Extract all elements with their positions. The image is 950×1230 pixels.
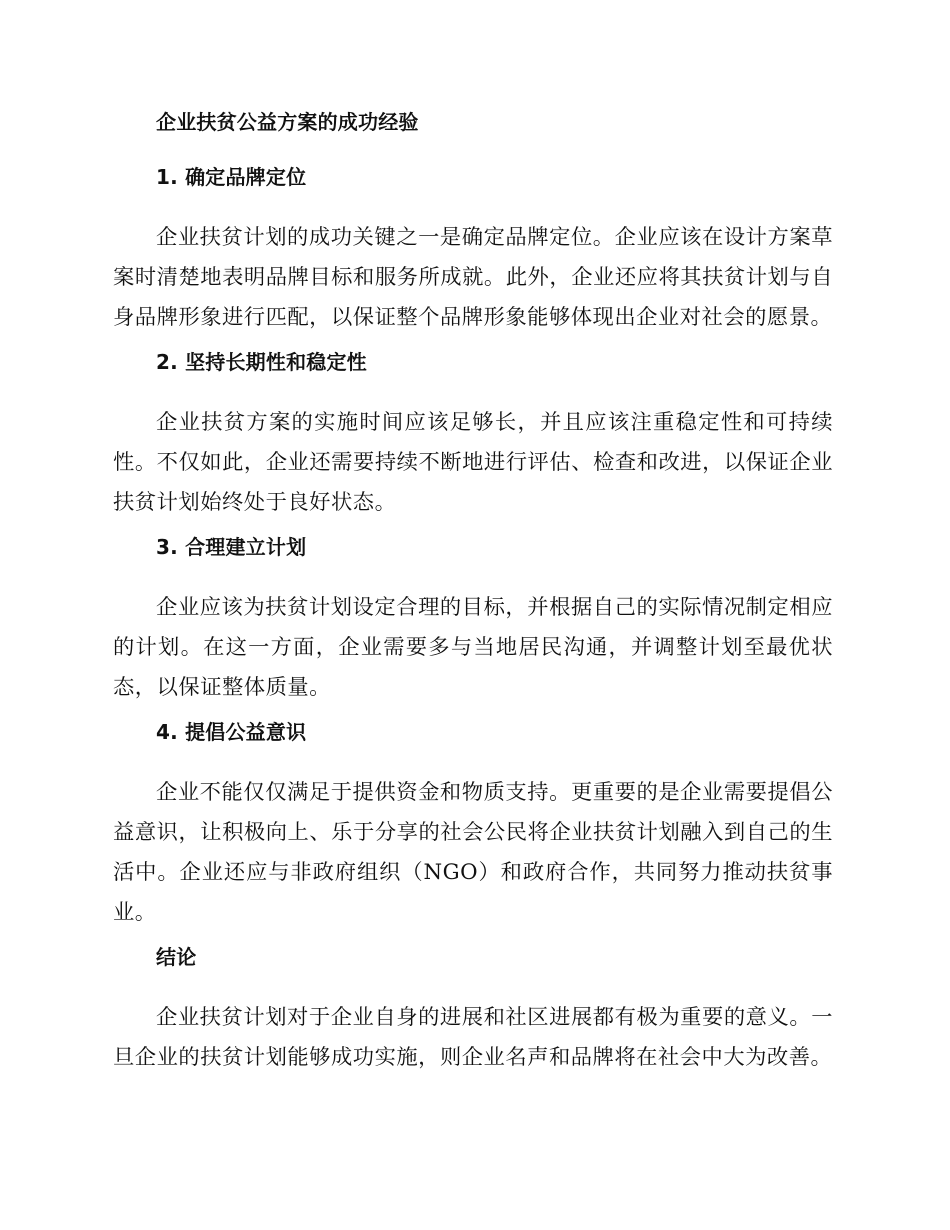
document-content (113, 108, 833, 1088)
section-heading-2: 2. 坚持长期性和稳定性 (156, 350, 367, 374)
section-body-1: 企业扶贫计划的成功关键之一是确定品牌定位。企业应该在设计方案草案时清楚地表明品牌目标和服务所成就。此外，企业还应将其扶贫计划与自身品牌形象进行匹配，以保证整个品牌形象能够体现出企业对社会的愿景。 (113, 225, 833, 330)
conclusion-heading: 结论 (156, 945, 197, 969)
document-title: 企业扶贫公益方案的成功经验 (156, 110, 419, 134)
section-heading-1: 1. 确定品牌定位 (156, 165, 307, 189)
conclusion-body: 企业扶贫计划对于企业自身的进展和社区进展都有极为重要的意义。一旦企业的扶贫计划能够成功实施，则企业名声和品牌将在社会中大为改善。 (113, 1005, 833, 1070)
section-body-3: 企业应该为扶贫计划设定合理的目标，并根据自己的实际情况制定相应的计划。在这一方面，企业需要多与当地居民沟通，并调整计划至最优状态，以保证整体质量。 (113, 595, 833, 700)
section-body-4: 企业不能仅仅满足于提供资金和物质支持。更重要的是企业需要提倡公益意识，让积极向上、乐于分享的社会公民将企业扶贫计划融入到自己的生活中。企业还应与非政府组织（NGO）和政府合作，共同努力推动扶贫事业。 (113, 780, 833, 925)
section-heading-3: 3. 合理建立计划 (156, 535, 307, 559)
section-heading-4: 4. 提倡公益意识 (156, 720, 307, 744)
section-body-2: 企业扶贫方案的实施时间应该足够长，并且应该注重稳定性和可持续性。不仅如此，企业还需要持续不断地进行评估、检查和改进，以保证企业扶贫计划始终处于良好状态。 (113, 410, 833, 515)
